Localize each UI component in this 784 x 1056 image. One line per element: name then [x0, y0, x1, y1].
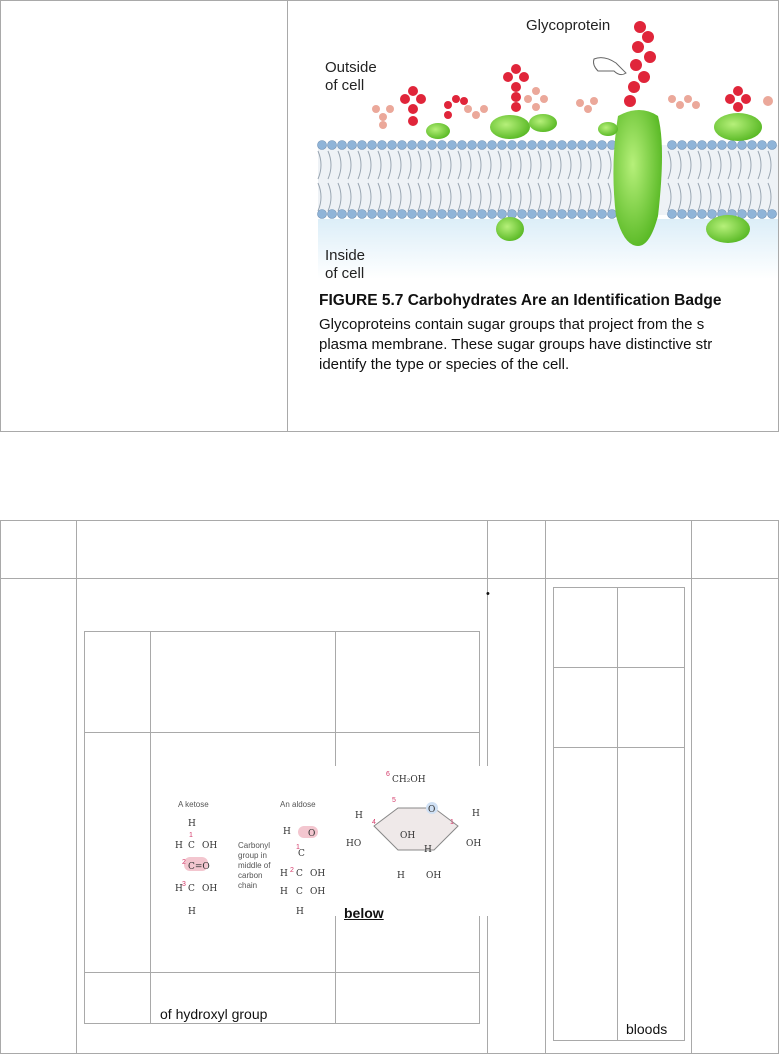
membrane-figure [288, 1, 778, 431]
figure-caption-body: Glycoproteins contain sugar groups that project from the s plasma membrane. These sugar groups have distinctive str identify the type or species of the cell. [319, 316, 713, 373]
svg-text:C: C [188, 841, 195, 851]
svg-text:middle of: middle of [238, 861, 271, 870]
svg-text:H: H [296, 907, 304, 916]
svg-text:Carbonyl: Carbonyl [238, 841, 271, 850]
svg-text:4: 4 [372, 819, 376, 826]
svg-text:group in: group in [238, 851, 267, 860]
svg-text:OH: OH [202, 841, 218, 851]
svg-text:OH: OH [426, 871, 442, 881]
svg-text:3: 3 [182, 881, 186, 888]
svg-text:OH: OH [310, 887, 326, 897]
svg-text:H: H [188, 907, 196, 916]
ketose-title: A ketose [178, 800, 209, 809]
label-glycoprotein: Glycoprotein [526, 17, 611, 34]
underlined-below: below [344, 905, 384, 921]
svg-text:C: C [188, 884, 195, 894]
ring-ch2oh: CH₂OH [392, 775, 426, 785]
svg-text:C=O: C=O [188, 862, 210, 872]
figure-caption-title: FIGURE 5.7 Carbohydrates Are an Identification Badge [319, 292, 722, 309]
hydroxyl-group-text: of hydroxyl group [160, 1006, 268, 1022]
svg-text:2: 2 [182, 859, 186, 866]
svg-text:OH: OH [466, 839, 482, 849]
svg-text:2: 2 [290, 867, 294, 874]
svg-text:HO: HO [346, 839, 362, 849]
label-outside-of-cell: Outside of cell [325, 59, 377, 94]
svg-text:C: C [298, 849, 305, 859]
svg-text:H: H [424, 845, 432, 855]
svg-text:C: C [296, 887, 303, 897]
bloods-text: bloods [626, 1021, 668, 1037]
svg-text:OH: OH [310, 869, 326, 879]
pointing-hand-icon [594, 58, 627, 75]
svg-text:H: H [175, 884, 183, 894]
svg-text:carbon: carbon [238, 871, 263, 880]
svg-text:6: 6 [386, 771, 390, 778]
label-inside-of-cell: Inside of cell [325, 247, 366, 282]
aldose-structure [280, 800, 325, 916]
svg-text:O: O [428, 805, 436, 815]
sugar-structures-figure [160, 766, 490, 916]
svg-text:5: 5 [392, 797, 396, 804]
svg-text:H: H [175, 841, 183, 851]
svg-text:H: H [472, 809, 480, 819]
svg-text:OH: OH [202, 884, 218, 894]
svg-text:OH: OH [400, 831, 416, 841]
svg-text:1: 1 [296, 844, 300, 851]
bullet-1: • [486, 588, 490, 600]
svg-text:H: H [397, 871, 405, 881]
svg-text:C: C [296, 869, 303, 879]
top-left-empty-cell [1, 1, 287, 431]
svg-text:H: H [280, 887, 288, 897]
aldose-title: An aldose [280, 800, 316, 809]
svg-text:1: 1 [189, 832, 193, 839]
svg-text:H: H [280, 869, 288, 879]
svg-text:chain: chain [238, 881, 258, 890]
svg-text:H: H [188, 819, 196, 829]
ring-structure [346, 771, 481, 881]
svg-text:1: 1 [450, 819, 454, 826]
svg-text:H: H [355, 811, 363, 821]
ketose-structure [175, 800, 271, 916]
svg-text:H: H [283, 827, 291, 837]
svg-text:O: O [308, 829, 316, 839]
